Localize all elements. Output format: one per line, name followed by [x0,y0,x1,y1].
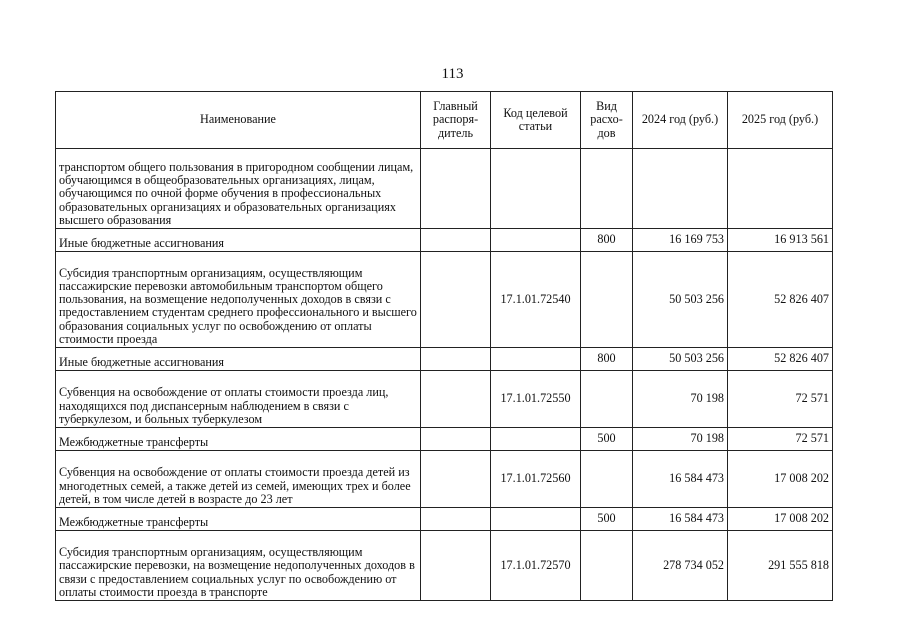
cell-code [491,508,581,531]
header-admin: Главный распоря- дитель [421,92,491,149]
cell-code: 17.1.01.72540 [491,252,581,348]
cell-name: Иные бюджетные ассигнования [56,348,421,371]
cell-2025: 72 571 [728,428,833,451]
cell-2024: 16 584 473 [633,451,728,508]
cell-2024: 50 503 256 [633,348,728,371]
header-name: Наименование [56,92,421,149]
cell-type [581,371,633,428]
cell-admin [421,252,491,348]
cell-type: 500 [581,508,633,531]
cell-code [491,149,581,229]
cell-code [491,428,581,451]
table-header-row [56,92,833,149]
cell-2024: 16 584 473 [633,508,728,531]
header-code: Код целевой статьи [491,92,581,149]
cell-name: Межбюджетные трансферты [56,428,421,451]
header-2025: 2025 год (руб.) [728,92,833,149]
cell-type: 500 [581,428,633,451]
cell-admin [421,348,491,371]
cell-name: Межбюджетные трансферты [56,508,421,531]
cell-2024 [633,149,728,229]
cell-name: Иные бюджетные ассигнования [56,229,421,252]
budget-table [55,91,833,601]
header-type: Вид расхо- дов [581,92,633,149]
cell-name: Субсидия транспортным организациям, осуществляющим пассажирские перевозки, на возмещение недополученных доходов в связи с предоставлением социальных услуг по освобождению от оплаты стоимости проезда в транспорте [56,531,421,601]
cell-code [491,348,581,371]
cell-2025 [728,149,833,229]
cell-type [581,531,633,601]
cell-2024: 50 503 256 [633,252,728,348]
cell-code: 17.1.01.72560 [491,451,581,508]
cell-2025: 52 826 407 [728,252,833,348]
cell-2024: 70 198 [633,371,728,428]
cell-2025: 17 008 202 [728,508,833,531]
cell-2025: 16 913 561 [728,229,833,252]
cell-name: транспортом общего пользования в пригородном сообщении лицам, обучающимся в общеобразовательных организациях, лицам, обучающимся по очной форме обучения в профессиональных образовательных организациях и образовательных организациях высшего образования [56,149,421,229]
page-number: 113 [441,66,464,82]
cell-type [581,252,633,348]
cell-code [491,229,581,252]
cell-2025: 291 555 818 [728,531,833,601]
table-row [56,252,833,348]
cell-admin [421,531,491,601]
table-row [56,371,833,428]
cell-2025: 17 008 202 [728,451,833,508]
table-row [56,451,833,508]
cell-type [581,451,633,508]
cell-2025: 72 571 [728,371,833,428]
table-body [56,149,833,601]
cell-type: 800 [581,348,633,371]
header-2024: 2024 год (руб.) [633,92,728,149]
cell-2024: 278 734 052 [633,531,728,601]
table-row [56,149,833,229]
cell-2024: 16 169 753 [633,229,728,252]
cell-2025: 52 826 407 [728,348,833,371]
table-row [56,229,833,252]
cell-admin [421,229,491,252]
cell-code: 17.1.01.72570 [491,531,581,601]
table-row [56,508,833,531]
table-row [56,348,833,371]
cell-admin [421,451,491,508]
cell-2024: 70 198 [633,428,728,451]
cell-name: Субсидия транспортным организациям, осуществляющим пассажирские перевозки автомобильным транспортом общего пользования, на возмещение недополученных доходов в связи с предоставлением студентам среднего профессионального и высшего образования социальных услуг по освобождению от оплаты стоимости проезда [56,252,421,348]
cell-type: 800 [581,229,633,252]
cell-admin [421,508,491,531]
cell-name: Субвенция на освобождение от оплаты стоимости проезда лиц, находящихся под диспансерным наблюдением в связи с туберкулезом, и больных туберкулезом [56,371,421,428]
cell-type [581,149,633,229]
cell-name: Субвенция на освобождение от оплаты стоимости проезда детей из многодетных семей, а также детей из семей, имеющих трех и более детей, в том числе детей в возрасте до 23 лет [56,451,421,508]
cell-admin [421,149,491,229]
table-row [56,428,833,451]
cell-admin [421,428,491,451]
table-row [56,531,833,601]
cell-admin [421,371,491,428]
cell-code: 17.1.01.72550 [491,371,581,428]
